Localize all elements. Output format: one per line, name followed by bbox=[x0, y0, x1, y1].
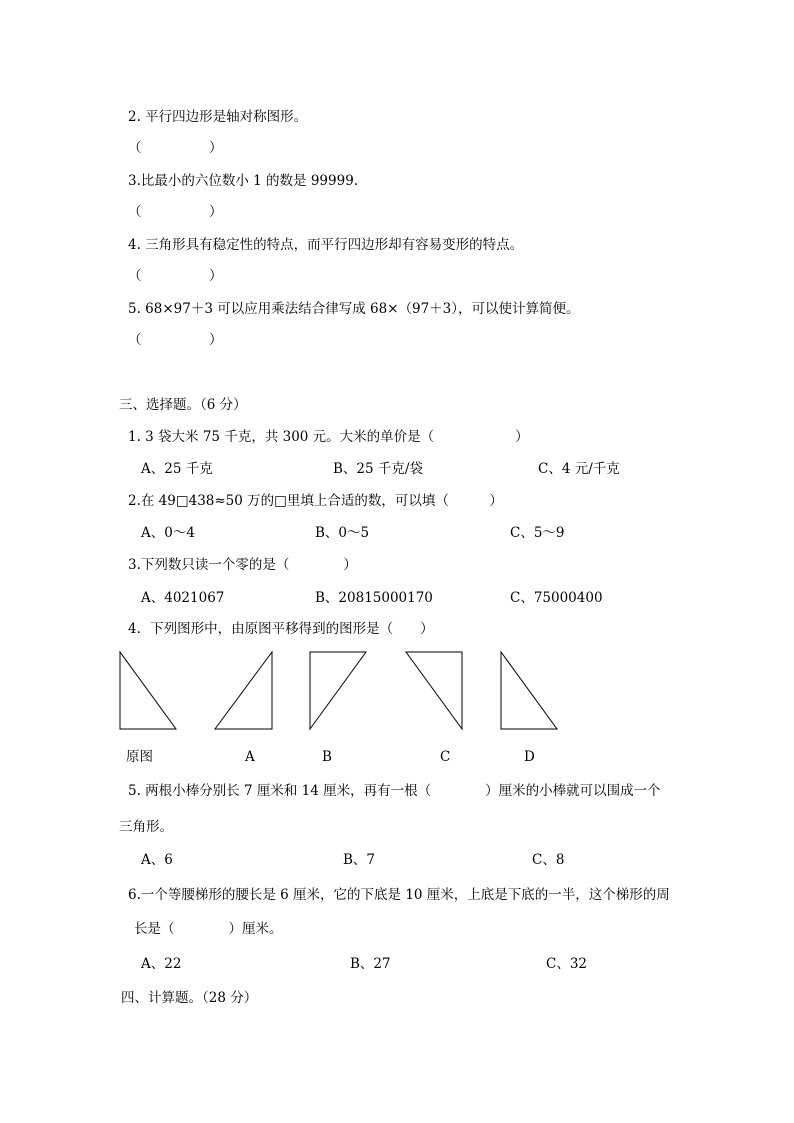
triangle-option-c[interactable] bbox=[405, 651, 465, 731]
label-b: B bbox=[322, 749, 332, 765]
mc-q6-option-b[interactable]: B、27 bbox=[350, 956, 391, 972]
mc-question-5: 5. 两根小棒分别长 7 厘米和 14 厘米，再有一根（ ）厘米的小棒就可以围成一个 bbox=[128, 783, 661, 799]
mc-question-1: 1. 3 袋大米 75 千克，共 300 元。大米的单价是（ ） bbox=[128, 429, 529, 445]
triangle-option-b[interactable] bbox=[309, 651, 369, 731]
mc-q1-option-a[interactable]: A、25 千克 bbox=[141, 461, 213, 477]
triangle-option-d[interactable] bbox=[499, 651, 561, 731]
tf-question-4: 4. 三角形具有稳定性的特点，而平行四边形却有容易变形的特点。 bbox=[128, 237, 524, 253]
mc-question-2: 2.在 49□438≈50 万的□里填上合适的数，可以填（ ） bbox=[128, 493, 503, 509]
mc-q2-option-b[interactable]: B、0～5 bbox=[315, 525, 370, 541]
mc-q1-option-c[interactable]: C、4 元/千克 bbox=[538, 461, 620, 477]
label-a: A bbox=[245, 749, 255, 765]
mc-q5-option-a[interactable]: A、6 bbox=[141, 852, 173, 868]
mc-question-6: 6.一个等腰梯形的腰长是 6 厘米，它的下底是 10 厘米，上底是下底的一半，这个梯形的周 bbox=[128, 887, 670, 903]
label-c: C bbox=[440, 749, 451, 765]
mc-q5-option-b[interactable]: B、7 bbox=[343, 852, 376, 868]
label-d: D bbox=[524, 749, 535, 765]
tf-answer-4[interactable]: （ ） bbox=[128, 268, 223, 284]
mc-question-4: 4．下列图形中，由原图平移得到的图形是（ ） bbox=[128, 621, 434, 637]
mc-q6-option-a[interactable]: A、22 bbox=[141, 956, 182, 972]
mc-question-5-cont: 三角形。 bbox=[119, 819, 173, 835]
triangle-original bbox=[119, 651, 179, 731]
mc-q2-option-a[interactable]: A、0～4 bbox=[141, 525, 195, 541]
mc-q3-option-b[interactable]: B、20815000170 bbox=[315, 590, 433, 606]
tf-question-3: 3.比最小的六位数小 1 的数是 99999. bbox=[128, 173, 359, 189]
section-4-title: 四、计算题。（28 分） bbox=[121, 990, 258, 1006]
tf-answer-3[interactable]: （ ） bbox=[128, 204, 223, 220]
label-original: 原图 bbox=[126, 749, 153, 765]
mc-question-6-cont: 长是（ ）厘米。 bbox=[134, 921, 283, 937]
tf-answer-2[interactable]: （ ） bbox=[128, 140, 223, 156]
mc-q1-option-b[interactable]: B、25 千克/袋 bbox=[333, 461, 423, 477]
mc-q3-option-a[interactable]: A、4021067 bbox=[141, 590, 225, 606]
mc-question-3: 3.下列数只读一个零的是（ ） bbox=[128, 557, 357, 573]
triangle-option-a[interactable] bbox=[213, 651, 275, 731]
tf-answer-5[interactable]: （ ） bbox=[128, 332, 223, 348]
mc-q6-option-c[interactable]: C、32 bbox=[546, 956, 588, 972]
mc-q3-option-c[interactable]: C、75000400 bbox=[510, 590, 603, 606]
tf-question-2: 2. 平行四边形是轴对称图形。 bbox=[128, 109, 308, 125]
mc-q5-option-c[interactable]: C、8 bbox=[532, 852, 565, 868]
tf-question-5: 5. 68×97＋3 可以应用乘法结合律写成 68×（97＋3），可以使计算简便。 bbox=[128, 301, 580, 317]
section-3-title: 三、选择题。（6 分） bbox=[119, 397, 247, 413]
mc-q2-option-c[interactable]: C、5～9 bbox=[510, 525, 565, 541]
